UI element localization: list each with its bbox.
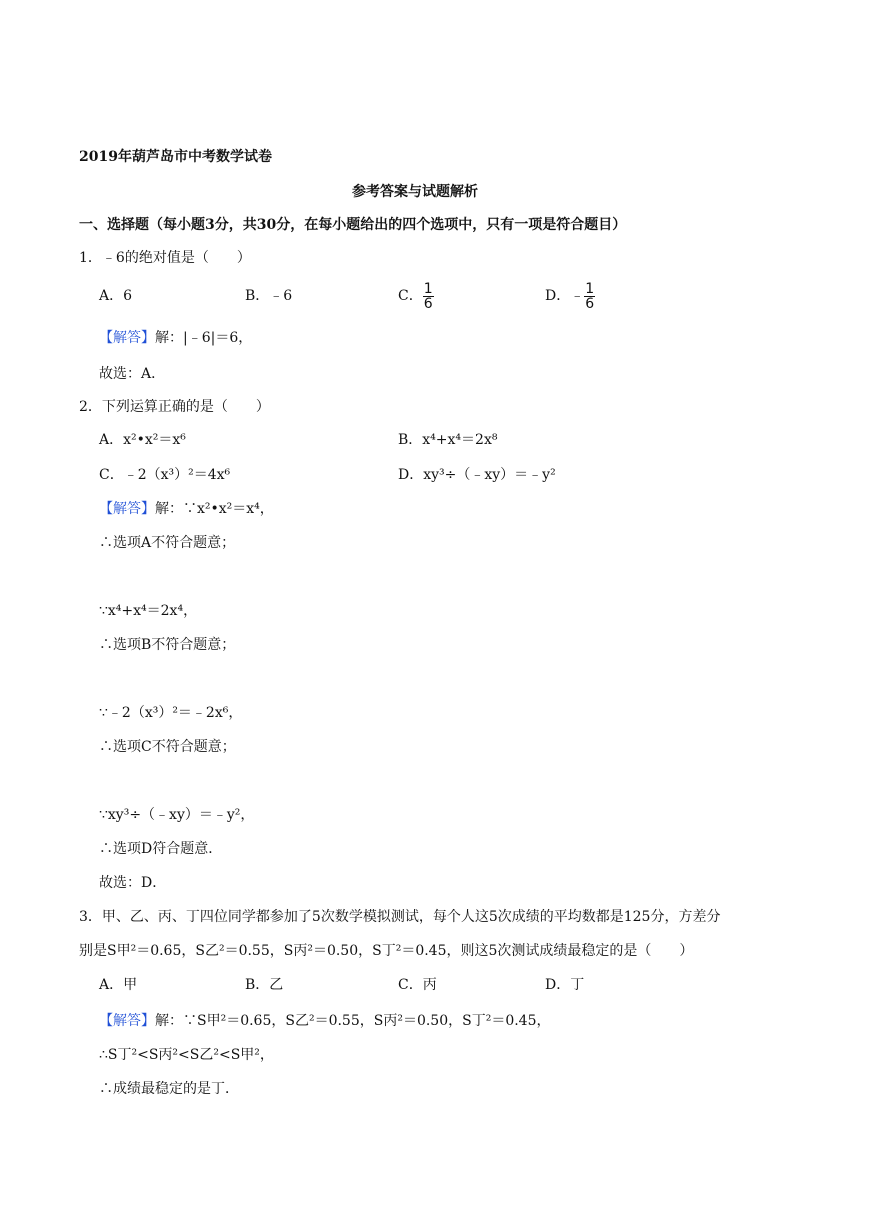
section-heading: 一、选择题（每小题3分，共30分，在每小题给出的四个选项中，只有一项是符合题目） <box>79 217 627 233</box>
q2-answer-tag: 【解答】 <box>99 501 155 517</box>
q2-option-b: B．x⁴+x⁴＝2x⁸ <box>398 432 498 448</box>
q2-solution-line-1 <box>99 500 274 518</box>
q3-solution-line-3: ∴成绩最稳定的是丁． <box>99 1081 239 1097</box>
q2-solution-step-1: 解：∵x²•x²＝x⁴， <box>155 501 274 517</box>
q3-option-a: A．甲 <box>99 977 138 993</box>
q2-solution-line-3: ∵x⁴+x⁴＝2x⁴， <box>99 603 198 619</box>
q1-solution <box>99 329 252 347</box>
q2-solution-line-4: ∴选项B不符合题意； <box>99 637 236 653</box>
q2-option-c: C．﹣2（x³）²＝4x⁶ <box>99 467 231 483</box>
q1-choose: 故选：A． <box>99 366 166 382</box>
q1-option-d-prefix: D．﹣ <box>545 288 585 304</box>
q1-option-d-fraction <box>584 282 595 311</box>
q2-option-d: D．xy³÷（﹣xy）＝﹣y² <box>398 467 556 483</box>
q2-solution-line-5: ∵﹣2（x³）²＝﹣2x⁶， <box>99 705 243 721</box>
q3-answer-tag: 【解答】 <box>99 1013 155 1029</box>
q3-solution-step-1: 解：∵S甲²＝0.65，S乙²＝0.55，S丙²＝0.50，S丁²＝0.45， <box>155 1013 551 1029</box>
q2-option-a: A．x²•x²＝x⁶ <box>99 432 186 448</box>
q1-solution-text: 解：|﹣6|＝6， <box>155 330 253 346</box>
q2-stem: 2．下列运算正确的是（ ） <box>79 399 270 415</box>
document-title: 2019年葫芦岛市中考数学试卷 <box>79 149 272 165</box>
q2-solution-line-6: ∴选项C不符合题意； <box>99 739 236 755</box>
q2-solution-line-2: ∴选项A不符合题意； <box>99 535 236 551</box>
q1-option-a: A．6 <box>99 288 133 304</box>
q3-solution-line-2: ∴S丁²<S丙²<S乙²<S甲²， <box>99 1047 274 1063</box>
q2-solution-line-8: ∴选项D符合题意． <box>99 841 223 857</box>
q1-option-c-fraction <box>423 282 434 311</box>
q1-c-numerator: 1 <box>423 280 433 297</box>
q3-stem-line-2: 别是S甲²＝0.65，S乙²＝0.55，S丙²＝0.50，S丁²＝0.45，则这5次测试成绩最稳定的是（ ） <box>79 943 694 959</box>
q2-choose: 故选：D． <box>99 875 167 891</box>
q1-stem: 1．﹣6的绝对值是（ ） <box>79 250 251 266</box>
q1-option-c-prefix: C． <box>398 288 423 304</box>
q3-stem-line-1: 3．甲、乙、丙、丁四位同学都参加了5次数学模拟测试，每个人这5次成绩的平均数都是125分，方差分 <box>79 909 721 925</box>
q1-option-c <box>398 280 434 312</box>
q1-option-d <box>545 280 595 312</box>
q3-option-b: B．乙 <box>245 977 284 993</box>
q3-option-c: C．丙 <box>398 977 437 993</box>
q2-solution-line-7: ∵xy³÷（﹣xy）＝﹣y²， <box>99 807 255 823</box>
q1-option-b: B．﹣6 <box>245 288 293 304</box>
q1-answer-tag: 【解答】 <box>99 330 155 346</box>
q1-c-denominator: 6 <box>423 295 433 312</box>
document-subtitle: 参考答案与试题解析 <box>352 184 478 200</box>
q3-option-d: D．丁 <box>545 977 585 993</box>
q1-d-denominator: 6 <box>585 295 595 312</box>
q3-solution-line-1 <box>99 1012 551 1030</box>
q1-d-numerator: 1 <box>585 280 595 297</box>
